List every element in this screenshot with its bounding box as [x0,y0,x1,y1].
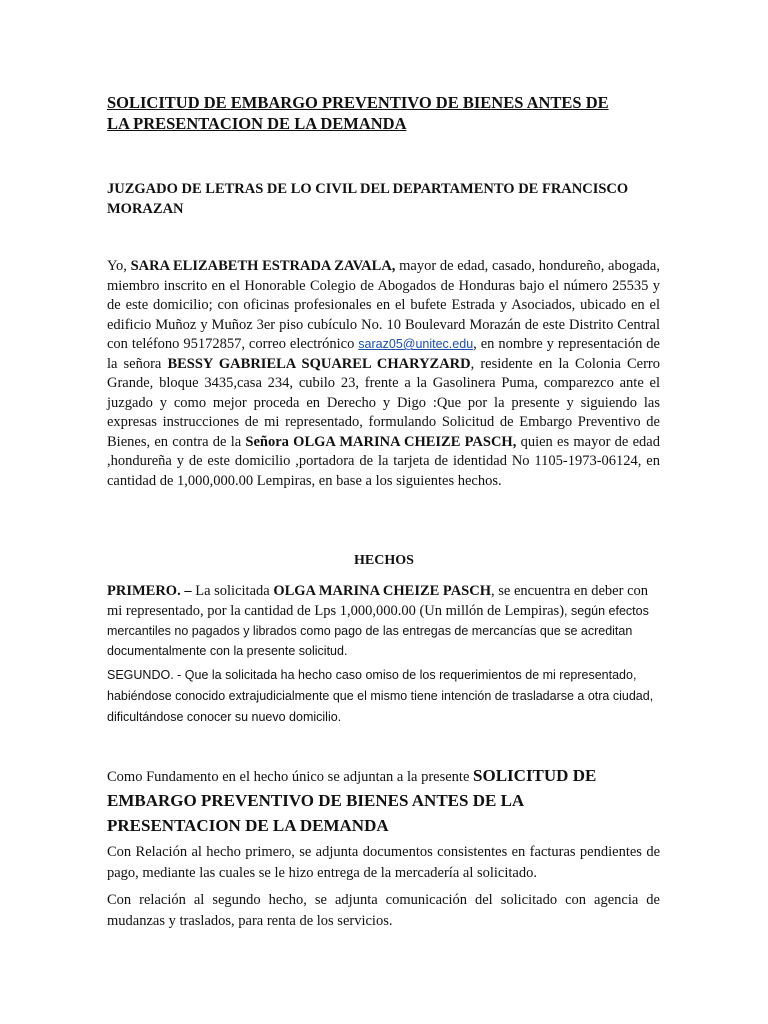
intro-text-5: quien es mayor de edad ,hondureña y de este domicilio ,portadora de la tarjeta de identidad No 1105-1973-06124, en cantidad de 1,000,000.00 Lempiras, en base a los siguientes hechos. [107,433,660,489]
court-heading: JUZGADO DE LETRAS DE LO CIVIL DEL DEPARTAMENTO DE FRANCISCO MORAZAN [107,181,629,217]
defendant-name: Señora OLGA MARINA CHEIZE PASCH, [245,433,517,450]
segundo-paragraph: SEGUNDO. - Que la solicitada ha hecho caso omiso de los requerimientos de mi representado, habiéndose conocido extrajudicialmente que el mismo tiene intención de trasladarse a otra ciudad, dificultándose conocer su nuevo domicilio. [107,668,654,724]
primero-name: OLGA MARINA CHEIZE PASCH [273,583,491,599]
intro-text-2: mayor de edad, casado, hondureño, abogada, miembro inscrito en el Honorable Colegio de Abogados de Honduras bajo el número 25535 y de este domicilio; con oficinas profesionales en el bufete Estrada y Asociados, ubicado en el edificio Muñoz y Muñoz 3er piso cubículo No. 10 Boulevard Morazán de este Distrito Central con teléfono 95172857, correo electrónico [107,258,660,352]
email-link[interactable]: saraz05@unitec.edu [358,337,474,351]
primero-paragraph [107,581,660,661]
fundamento-lead: Como Fundamento en el hecho único se adjuntan a la presente [107,769,474,785]
intro-text-4: , residente en la Colonia Cerro Grande, bloque 3435,casa 234, cubilo 23, frente a la Gasolinera Puma, comparezco ante el juzgado y como mejor proceda en Derecho y Digo :Que por la presente y siguiendo las expresas instrucciones de mi representado, formulando Solicitud de Embargo Preventivo de Bienes, en contra de la [107,355,660,450]
intro-text-1: Yo, [107,258,131,274]
fundamento-title: SOLICITUD DE EMBARGO PREVENTIVO DE BIENES ANTES DE LA PRESENTACION DE LA DEMANDA [107,766,597,835]
primero-label: PRIMERO. – [107,583,192,599]
document-title [107,92,660,134]
intro-paragraph [107,257,660,491]
intro-text-3: , en nombre y representación de la señora [107,336,660,372]
primero-text-3: , según efectos mercantiles no pagados y librados como pago de las entregas de mercancías que se acreditan documentalmente con la presente solicitud. [107,604,649,658]
relacion-segundo-paragraph: Con relación al segundo hecho, se adjunta comunicación del solicitado con agencia de mudanzas y traslados, para renta de los servicios. [107,892,660,929]
relacion-primero-paragraph: Con Relación al hecho primero, se adjunta documentos consistentes en facturas pendientes de pago, mediante las cuales se le hizo entrega de la mercadería al solicitado. [107,844,660,881]
fundamento-paragraph [107,764,660,839]
title-line-1: SOLICITUD DE EMBARGO PREVENTIVO DE BIENES ANTES DE [107,93,609,112]
hechos-heading: HECHOS [354,553,414,568]
primero-text-1: La solicitada [191,583,274,599]
applicant-name: SARA ELIZABETH ESTRADA ZAVALA, [130,258,396,274]
client-name: BESSY GABRIELA SQUAREL CHARYZARD [167,355,471,372]
primero-text-2: , se encuentra en deber con mi representado, por la cantidad de Lps 1,000,000.00 (Un millón de Lempiras) [107,583,649,619]
title-line-2: LA PRESENTACION DE LA DEMANDA [107,114,407,133]
